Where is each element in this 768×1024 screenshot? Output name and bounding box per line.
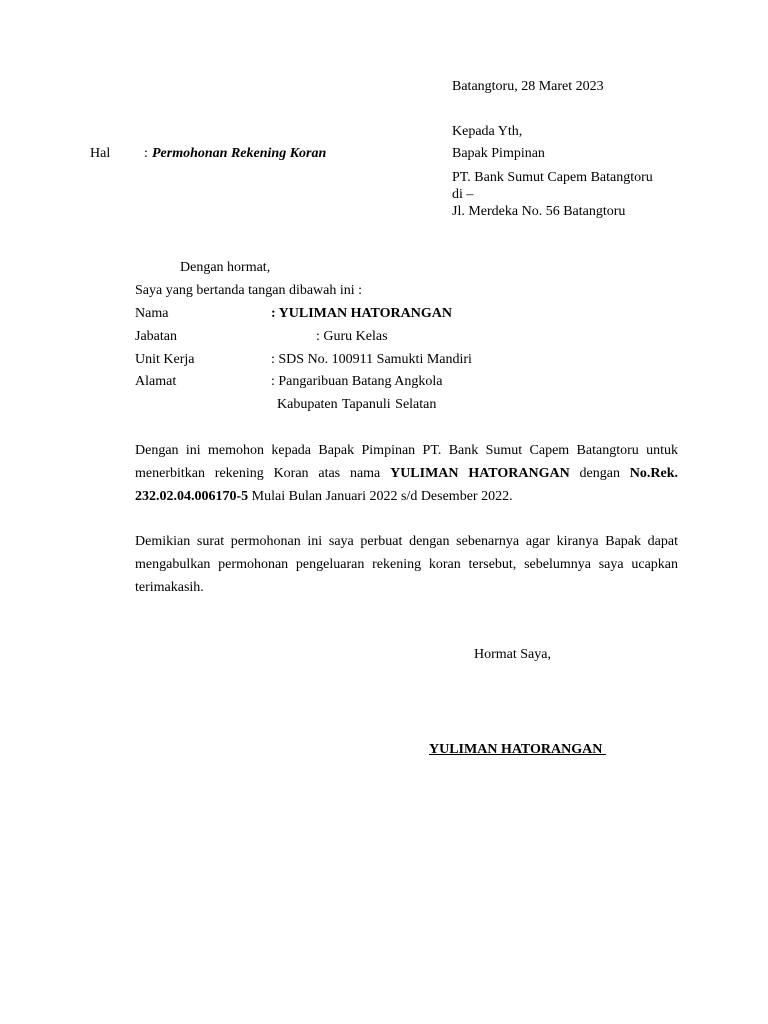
signatory-name: YULIMAN HATORANGAN — [429, 742, 606, 757]
recipient-line-4: di – — [452, 187, 474, 202]
request-paragraph — [135, 439, 678, 508]
request-text-part-1: Dengan ini memohon kepada Bapak Pimpinan PT. Bank Sumut Capem Batangtoru untuk menerbitkan rekening Koran atas nama — [135, 443, 678, 481]
greeting: Dengan hormat, — [180, 260, 271, 275]
field-value-alamat-line-2: Kabupaten Tapanuli Selatan — [277, 397, 437, 412]
field-value-alamat: : Pangaribuan Batang Angkola — [271, 374, 443, 389]
intro-text: Saya yang bertanda tangan dibawah ini : — [135, 283, 363, 298]
request-account-holder: YULIMAN HATORANGAN — [390, 466, 570, 481]
closing-paragraph: Demikian surat permohonan ini saya perbuat dengan sebenarnya agar kiranya Bapak dapat mengabulkan permohonan pengeluaran rekening koran tersebut, sebelumnya saya ucapkan terimakasih. — [135, 534, 678, 595]
field-label-alamat: Alamat — [135, 374, 177, 389]
subject-value: Permohonan Rekening Koran — [152, 146, 327, 161]
field-value-nama: : YULIMAN HATORANGAN — [271, 306, 452, 321]
subject-label: Hal — [90, 146, 111, 161]
place-date: Batangtoru, 28 Maret 2023 — [452, 79, 604, 94]
recipient-line-3: PT. Bank Sumut Capem Batangtoru — [452, 170, 653, 185]
closing-salutation: Hormat Saya, — [474, 647, 551, 662]
field-label-jabatan: Jabatan — [135, 329, 177, 344]
request-account-number: No.Rek. 232.02.04.006170-5 — [135, 466, 678, 504]
field-label-unit-kerja: Unit Kerja — [135, 352, 195, 367]
field-value-jabatan: : Guru Kelas — [316, 329, 388, 344]
field-value-unit-kerja: : SDS No. 100911 Samukti Mandiri — [271, 352, 472, 367]
recipient-line-1: Kepada Yth, — [452, 124, 523, 139]
request-text-part-3: Mulai Bulan Januari 2022 s/d Desember 2022. — [248, 489, 513, 504]
recipient-line-2: Bapak Pimpinan — [452, 146, 545, 161]
subject-colon: : — [144, 146, 148, 161]
request-text-part-2: dengan — [569, 466, 630, 481]
field-label-nama: Nama — [135, 306, 169, 321]
recipient-line-5: Jl. Merdeka No. 56 Batangtoru — [452, 204, 626, 219]
